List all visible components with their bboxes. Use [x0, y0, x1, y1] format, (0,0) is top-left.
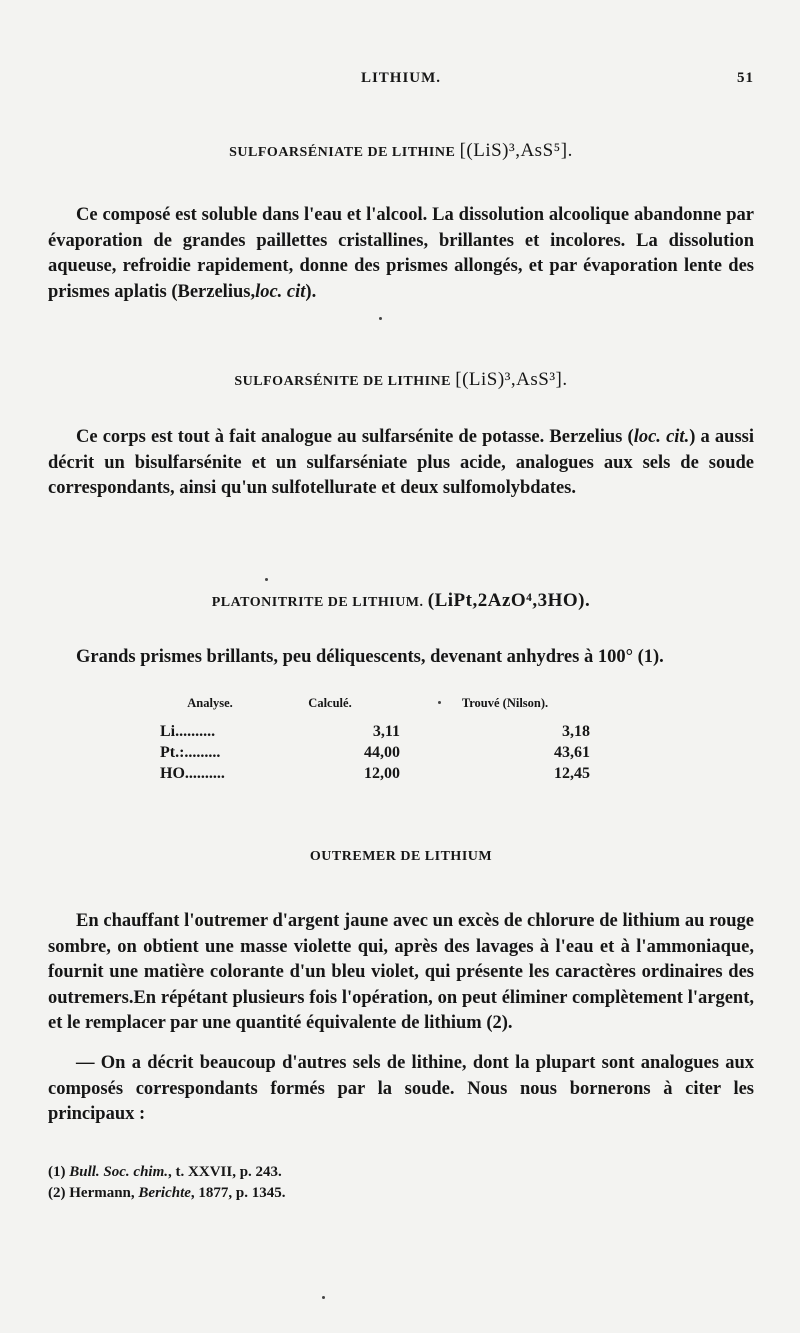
- section-label: SULFOARSÉNITE DE LITHINE: [234, 374, 452, 389]
- section-label: OUTREMER DE LITHIUM: [309, 849, 493, 864]
- section-heading-outremer: [48, 848, 754, 865]
- table-header: Analyse.: [187, 696, 233, 710]
- ink-speck: [438, 701, 441, 704]
- citation: loc. cit.: [633, 427, 690, 447]
- table-row: [160, 763, 620, 784]
- table-header: Trouvé (Nilson).: [461, 696, 549, 710]
- running-title: LITHIUM.: [360, 70, 442, 86]
- ink-speck: [265, 578, 268, 581]
- table-cell: Pt.:.........: [160, 743, 221, 761]
- citation: loc. cit: [255, 281, 306, 302]
- footnote-1: [48, 1162, 754, 1183]
- table-cell: HO..........: [160, 764, 225, 782]
- section-label: PLATONITRITE DE LITHIUM.: [211, 595, 424, 610]
- table-header: Calculé.: [308, 696, 352, 710]
- table-cell: Li..........: [160, 722, 216, 740]
- running-header: [48, 70, 754, 92]
- section-formula: [(LiS)³,AsS⁵].: [459, 140, 573, 161]
- paragraph-platonitrite: Grands prismes brillants, peu déliquescents, devenant anhydres à 100° (1).: [76, 647, 664, 667]
- table-cell: 3,11: [372, 722, 400, 740]
- footnote-journal: Berichte: [138, 1185, 191, 1201]
- paragraph-text: Ce corps est tout à fait analogue au sulfarsénite de potasse. Berzelius (: [76, 427, 634, 447]
- footnote-ref: , 1877, p. 1345.: [190, 1185, 286, 1201]
- footnote-ref: , t. XXVII, p. 243.: [168, 1164, 282, 1180]
- table-header-row: [160, 696, 620, 721]
- table-row: [160, 721, 620, 742]
- paragraph-text-end: ) a aussi décrit un bisulfarsénite et un sulfarséniate plus acide, analogues aux sels de soude correspondants, ainsi qu'un sulfotellurate et deux sulfomolybdates.: [48, 427, 754, 499]
- paragraph-outremer: En chauffant l'outremer d'argent jaune avec un excès de chlorure de lithium au rouge sombre, on obtient une masse violette qui, après des lavages à l'eau et à l'ammoniaque, fournit une matière colorante d'un bleu violet, qui présente les caractères ordinaires des outremers.En répétant plusieurs fois l'opération, on peut éliminer complètement l'argent, et le remplacer par une quantité équivalente de lithium (2).: [48, 911, 754, 1034]
- footnote-author: (2) Hermann,: [48, 1185, 139, 1201]
- section-label: SULFOARSÉNIATE DE LITHINE: [229, 145, 456, 160]
- table-cell: 43,61: [554, 743, 590, 761]
- footnote-marker: (1): [48, 1164, 70, 1180]
- table-cell: 3,18: [562, 722, 590, 740]
- ink-speck: [379, 317, 382, 320]
- section-heading-sulfoarseniate: [48, 140, 754, 162]
- analysis-table: [160, 696, 620, 784]
- ink-speck: [322, 1296, 325, 1299]
- footnote-journal: Bull. Soc. chim.: [69, 1164, 169, 1180]
- page-number: 51: [737, 70, 754, 86]
- table-cell: 12,45: [554, 764, 590, 782]
- paragraph-sulfoarseniate: [48, 203, 754, 305]
- footnote-2: [48, 1183, 754, 1204]
- section-formula: [(LiS)³,AsS³].: [455, 369, 568, 390]
- section-heading-sulfoarsenite: [48, 369, 754, 391]
- section-heading-platonitrite: [48, 590, 754, 612]
- section-formula: (LiPt,2AzO⁴,3HO).: [427, 590, 591, 611]
- paragraph-autres-sels: — On a décrit beaucoup d'autres sels de lithine, dont la plupart sont analogues aux composés correspondants formés par la soude. Nous nous bornerons à citer les principaux :: [48, 1053, 754, 1125]
- paragraph-sulfoarsenite: [48, 425, 754, 502]
- paragraph-text-end: ).: [305, 281, 317, 302]
- footnotes: [48, 1162, 754, 1204]
- table-cell: 12,00: [364, 764, 400, 782]
- paragraph-text: Ce composé est soluble dans l'eau et l'alcool. La dissolution alcoolique abandonne par évaporation de grandes paillettes cristallines, brillantes et incolores. La dissolution aqueuse, refroidie rapidement, donne des prismes allongés, et par évaporation lente des prismes aplatis (Berzelius,: [48, 205, 754, 302]
- table-row: [160, 742, 620, 763]
- table-cell: 44,00: [364, 743, 400, 761]
